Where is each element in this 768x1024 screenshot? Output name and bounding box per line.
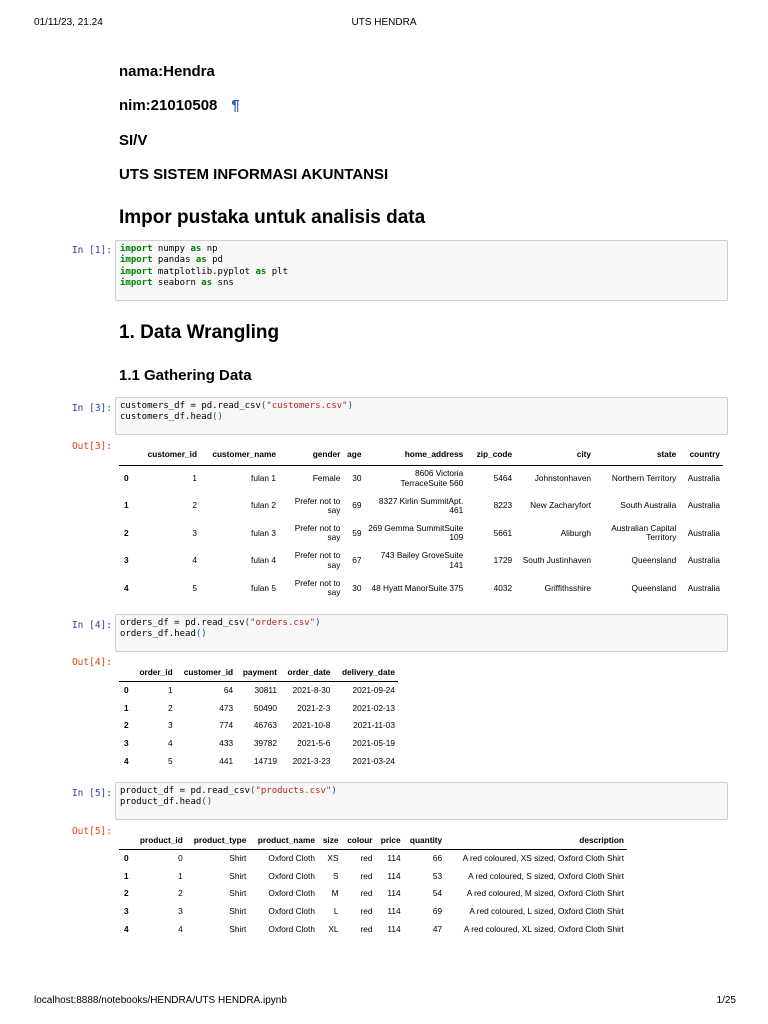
code-token: plt xyxy=(266,266,288,277)
table-row xyxy=(119,717,398,735)
table-cell: A red coloured, XS sized, Oxford Cloth Shirt xyxy=(462,853,624,864)
table-row xyxy=(119,492,723,519)
student-class: SI/V xyxy=(119,132,148,149)
code-line xyxy=(120,786,723,797)
exam-title: UTS SISTEM INFORMASI AKUNTANSI xyxy=(119,166,389,183)
code-cell-products[interactable] xyxy=(115,782,728,820)
table-cell: 5 xyxy=(168,756,173,767)
table-cell: red xyxy=(360,906,373,917)
column-header: colour xyxy=(342,832,376,849)
table-cell: Shirt xyxy=(229,888,247,899)
table-cell: 2 xyxy=(178,888,183,899)
column-header xyxy=(119,832,133,849)
table-row xyxy=(119,575,723,602)
table-row xyxy=(119,520,723,547)
code-token: product_df.head xyxy=(120,797,202,808)
code-string: "orders.csv" xyxy=(250,618,316,628)
code-token: customers_df = pd.read_csv xyxy=(120,401,261,411)
table-cell: 3 xyxy=(178,906,183,917)
table-cell: 2021-2-3 xyxy=(297,702,331,713)
table-cell: 4 xyxy=(178,924,183,935)
table-cell: fulan 2 xyxy=(251,500,276,511)
table-cell: Aliburgh xyxy=(560,527,592,538)
column-header: zip_code xyxy=(466,445,515,465)
table-cell: South Australia xyxy=(620,500,677,511)
row-index: 3 xyxy=(124,555,129,566)
code-token: () xyxy=(201,797,213,808)
column-header: payment xyxy=(236,664,280,681)
table-cell: Griffithsshire xyxy=(544,582,592,593)
table-cell: 2021-5-6 xyxy=(297,738,331,749)
code-keyword: as xyxy=(195,255,207,266)
table-cell: Prefer not to say xyxy=(294,522,341,543)
table-cell: 2021-09-24 xyxy=(352,685,395,696)
table-cell: 114 xyxy=(387,888,401,899)
table-cell: 46763 xyxy=(253,720,277,731)
products-table xyxy=(119,832,627,938)
code-token: ( xyxy=(244,618,251,628)
table-cell: 5464 xyxy=(493,473,513,484)
table-cell: 0 xyxy=(178,853,183,864)
table-row xyxy=(119,920,627,938)
table-cell: 2021-05-19 xyxy=(352,738,395,749)
table-cell: red xyxy=(360,853,373,864)
column-header: country xyxy=(679,445,723,465)
column-header: order_id xyxy=(133,664,176,681)
table-cell: 1 xyxy=(178,870,183,881)
column-header: product_id xyxy=(133,832,186,849)
table-cell: Oxford Cloth xyxy=(268,870,315,881)
table-cell: Prefer not to say xyxy=(294,495,341,516)
table-cell: Shirt xyxy=(229,924,247,935)
code-token: sns xyxy=(212,277,234,288)
heading-gathering-data: 1.1 Gathering Data xyxy=(119,367,252,384)
table-row xyxy=(119,699,398,717)
code-token: customers_df.head xyxy=(120,412,213,423)
table-cell: 4 xyxy=(192,555,198,566)
code-line xyxy=(120,278,723,289)
print-url: localhost:8888/notebooks/HENDRA/UTS HENDRA.ipynb xyxy=(34,995,287,1006)
table-cell: 5661 xyxy=(493,527,513,538)
code-token: ) xyxy=(347,401,354,411)
code-token: ( xyxy=(250,786,256,796)
heading-impor: Impor pustaka untuk analisis data xyxy=(119,207,426,228)
column-header xyxy=(119,664,133,681)
column-header: size xyxy=(318,832,342,849)
table-cell: Queensland xyxy=(631,582,677,593)
code-token: ) xyxy=(315,618,321,628)
student-name: nama:Hendra xyxy=(119,63,215,80)
code-keyword: as xyxy=(255,266,267,277)
table-row xyxy=(119,734,398,752)
table-cell: 774 xyxy=(219,720,234,731)
table-cell: Oxford Cloth xyxy=(268,906,315,917)
table-cell: A red coloured, XL sized, Oxford Cloth Shirt xyxy=(463,924,624,935)
table-cell: 441 xyxy=(219,756,234,767)
code-line xyxy=(120,797,723,808)
column-header: description xyxy=(445,832,627,849)
column-header: gender xyxy=(279,445,343,465)
code-cell-orders[interactable] xyxy=(115,614,728,652)
code-keyword: import xyxy=(120,255,153,266)
table-cell: 3 xyxy=(192,527,198,538)
code-line xyxy=(120,267,723,278)
code-line xyxy=(120,618,723,629)
table-cell: M xyxy=(331,888,339,899)
table-cell: 4032 xyxy=(493,582,513,593)
code-token: product_df = pd.read_csv xyxy=(120,786,251,796)
column-header: order_date xyxy=(280,664,333,681)
table-cell: Female xyxy=(312,473,341,484)
table-cell: Shirt xyxy=(229,906,247,917)
in-prompt-1: In [1]: xyxy=(71,245,112,256)
in-prompt-5: In [5]: xyxy=(71,788,112,799)
student-nim-text: nim:21010508 xyxy=(119,97,218,114)
table-cell: fulan 4 xyxy=(251,555,276,566)
student-nim xyxy=(119,97,240,114)
table-cell: Queensland xyxy=(631,555,677,566)
table-cell: 269 Gemma SummitSuite 109 xyxy=(368,522,464,543)
column-header: product_type xyxy=(186,832,250,849)
table-cell: 30 xyxy=(352,582,362,593)
table-cell: Oxford Cloth xyxy=(268,853,315,864)
row-index: 3 xyxy=(124,738,129,749)
table-cell: 69 xyxy=(432,906,443,917)
table-cell: Oxford Cloth xyxy=(268,888,315,899)
table-cell: L xyxy=(333,906,339,917)
code-line xyxy=(120,412,723,423)
code-token: () xyxy=(212,412,223,423)
table-cell: 54 xyxy=(432,888,443,899)
code-keyword: import xyxy=(120,244,153,254)
row-index: 4 xyxy=(124,582,129,593)
table-cell: Australia xyxy=(687,500,720,511)
table-cell: 2021-8-30 xyxy=(292,685,331,696)
row-index: 2 xyxy=(124,888,129,899)
table-row xyxy=(119,849,627,867)
table-cell: 473 xyxy=(219,702,234,713)
code-token: () xyxy=(195,629,207,640)
code-string: "customers.csv" xyxy=(266,401,348,411)
table-cell: 114 xyxy=(387,924,401,935)
table-cell: 66 xyxy=(432,853,443,864)
table-cell: 114 xyxy=(387,870,401,881)
table-cell: 14719 xyxy=(253,756,277,767)
code-token: np xyxy=(201,244,218,254)
row-index: 2 xyxy=(124,527,129,538)
table-cell: 433 xyxy=(219,738,234,749)
code-line xyxy=(120,244,723,255)
table-cell: red xyxy=(360,870,373,881)
column-header: home_address xyxy=(364,445,466,465)
code-line xyxy=(120,255,723,266)
table-cell: 114 xyxy=(387,853,401,864)
table-cell: 2021-02-13 xyxy=(352,702,395,713)
table-cell: 30811 xyxy=(254,685,277,696)
table-cell: 2 xyxy=(168,702,173,713)
row-index: 0 xyxy=(124,473,129,484)
table-cell: A red coloured, L sized, Oxford Cloth Shirt xyxy=(469,906,624,917)
row-index: 4 xyxy=(124,924,129,935)
table-cell: 1 xyxy=(168,685,173,696)
column-header: age xyxy=(343,445,364,465)
table-cell: 8327 Kirlin SummitApt. 461 xyxy=(378,495,464,516)
code-token: matplotlib.pyplot xyxy=(152,266,256,277)
table-cell: Shirt xyxy=(229,853,247,864)
table-cell: fulan 5 xyxy=(251,582,276,593)
table-cell: XL xyxy=(328,924,339,935)
code-token: ) xyxy=(331,786,337,796)
column-header: product_name xyxy=(249,832,318,849)
column-header: delivery_date xyxy=(333,664,398,681)
table-cell: Australia xyxy=(687,582,720,593)
table-cell: Northern Territory xyxy=(611,473,677,484)
column-header: price xyxy=(376,832,404,849)
code-cell-imports[interactable] xyxy=(115,240,728,301)
table-cell: 1 xyxy=(192,473,198,484)
anchor-link[interactable]: ¶ xyxy=(231,97,240,114)
table-row xyxy=(119,752,398,770)
table-row xyxy=(119,902,627,920)
row-index: 4 xyxy=(124,756,129,767)
in-prompt-4: In [4]: xyxy=(71,620,112,631)
print-title: UTS HENDRA xyxy=(351,17,417,28)
table-cell: fulan 1 xyxy=(251,473,276,484)
table-cell: 69 xyxy=(352,500,362,511)
column-header: customer_id xyxy=(176,664,236,681)
row-index: 1 xyxy=(124,702,129,713)
customers-table xyxy=(119,445,723,602)
table-cell: red xyxy=(360,888,373,899)
row-index: 3 xyxy=(124,906,129,917)
table-cell: 67 xyxy=(352,555,362,566)
table-cell: New Zacharyfort xyxy=(530,500,592,511)
table-cell: 64 xyxy=(223,685,234,696)
table-cell: 2021-10-8 xyxy=(292,720,331,731)
table-cell: 4 xyxy=(168,738,173,749)
column-header: customer_id xyxy=(134,445,200,465)
code-line xyxy=(120,629,723,640)
code-keyword: import xyxy=(120,266,153,277)
code-token: pd xyxy=(206,255,223,266)
table-row xyxy=(119,465,723,492)
table-cell: 2021-3-23 xyxy=(292,756,331,767)
print-datetime: 01/11/23, 21.24 xyxy=(34,17,103,28)
column-header xyxy=(119,445,134,465)
table-cell: 39782 xyxy=(253,738,277,749)
code-string: "products.csv" xyxy=(255,786,332,796)
table-cell: 53 xyxy=(432,870,443,881)
table-cell: S xyxy=(332,870,339,881)
table-row xyxy=(119,885,627,903)
table-cell: Johnstonhaven xyxy=(534,473,592,484)
table-cell: red xyxy=(360,924,373,935)
table-cell: 3 xyxy=(168,720,173,731)
table-cell: A red coloured, M sized, Oxford Cloth Shirt xyxy=(466,888,624,899)
row-index: 1 xyxy=(124,870,129,881)
column-header: city xyxy=(515,445,594,465)
table-cell: Oxford Cloth xyxy=(268,924,315,935)
row-index: 1 xyxy=(124,500,129,511)
out-prompt-3: Out[3]: xyxy=(71,441,112,452)
table-cell: XS xyxy=(327,853,339,864)
table-cell: 2 xyxy=(192,500,198,511)
table-cell: Prefer not to say xyxy=(294,550,341,570)
table-cell: Australia xyxy=(687,473,720,484)
table-cell: 1729 xyxy=(493,555,513,566)
table-cell: 48 Hyatt ManorSuite 375 xyxy=(371,582,464,593)
table-cell: 30 xyxy=(352,473,362,484)
print-page-number: 1/25 xyxy=(716,995,736,1006)
row-index: 0 xyxy=(124,853,129,864)
table-cell: 50490 xyxy=(253,702,277,713)
column-header: quantity xyxy=(404,832,446,849)
table-cell: 2021-03-24 xyxy=(352,756,395,767)
table-cell: 743 Bailey GroveSuite 141 xyxy=(380,550,464,570)
out-prompt-4: Out[4]: xyxy=(71,657,112,668)
table-cell: Australia xyxy=(687,555,720,566)
row-index: 0 xyxy=(124,685,129,696)
out-prompt-5: Out[5]: xyxy=(71,826,112,837)
table-cell: 8223 xyxy=(493,500,513,511)
table-cell: 114 xyxy=(387,906,401,917)
table-row xyxy=(119,681,398,699)
table-cell: Prefer not to say xyxy=(294,577,341,598)
table-cell: South Justinhaven xyxy=(522,555,592,566)
column-header: state xyxy=(594,445,679,465)
table-cell: 5 xyxy=(192,582,198,593)
code-token: numpy xyxy=(152,244,191,254)
table-cell: 8606 Victoria TerraceSuite 560 xyxy=(400,468,464,488)
code-keyword: as xyxy=(201,277,213,288)
in-prompt-3: In [3]: xyxy=(71,403,112,414)
code-token: pandas xyxy=(152,255,196,266)
table-cell: Australian Capital Territory xyxy=(611,522,677,543)
code-token: seaborn xyxy=(152,277,202,288)
table-cell: 59 xyxy=(352,527,362,538)
code-token: orders_df = pd.read_csv xyxy=(120,618,245,628)
code-token: ( xyxy=(260,401,267,411)
row-index: 2 xyxy=(124,720,129,731)
table-cell: Shirt xyxy=(229,870,247,881)
table-cell: 47 xyxy=(432,924,443,935)
table-cell: fulan 3 xyxy=(251,527,276,538)
table-row xyxy=(119,867,627,885)
orders-table xyxy=(119,664,398,770)
column-header: customer_name xyxy=(200,445,279,465)
code-line xyxy=(120,401,723,412)
table-cell: 2021-11-03 xyxy=(353,720,395,731)
code-keyword: import xyxy=(120,277,153,288)
table-cell: Australia xyxy=(687,527,720,538)
table-cell: A red coloured, S sized, Oxford Cloth Shirt xyxy=(468,870,624,881)
code-keyword: as xyxy=(190,244,202,254)
code-cell-customers[interactable] xyxy=(115,397,728,435)
table-row xyxy=(119,547,723,574)
heading-data-wrangling: 1. Data Wrangling xyxy=(119,322,280,343)
code-token: orders_df.head xyxy=(120,629,196,640)
